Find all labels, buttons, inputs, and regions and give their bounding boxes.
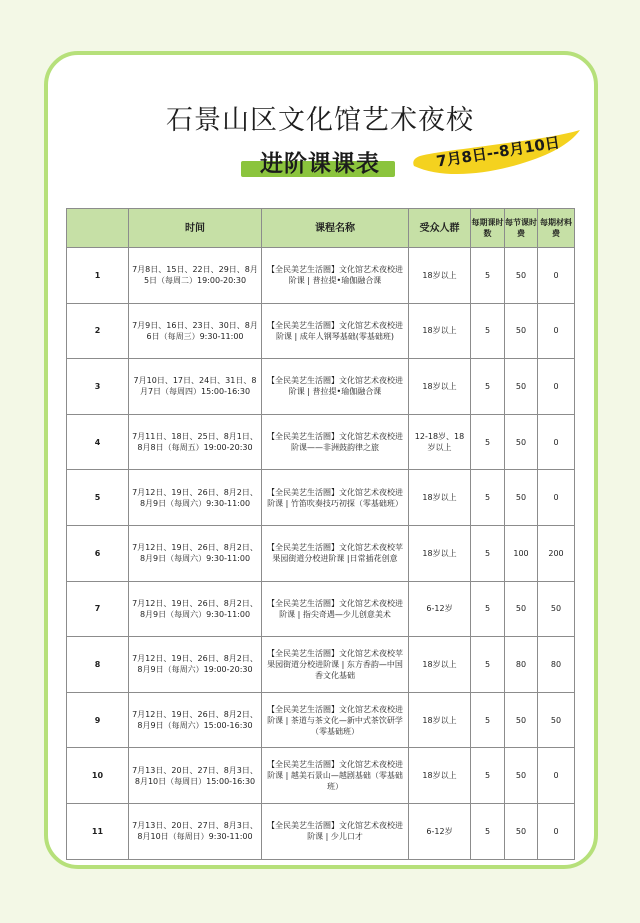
row-fee: 100 <box>505 525 538 581</box>
row-index: 4 <box>67 414 129 470</box>
row-course-name: 【全民美艺生活圈】文化馆艺术夜校进阶课 | 指尖奇遇—少儿创意美术 <box>262 581 409 637</box>
row-index: 8 <box>67 637 129 693</box>
row-sessions: 5 <box>471 803 505 859</box>
table-header-row <box>67 209 575 248</box>
row-fee: 50 <box>505 414 538 470</box>
subtitle-block <box>235 143 405 183</box>
col-header-course: 课程名称 <box>262 209 409 248</box>
row-audience: 6-12岁 <box>409 581 471 637</box>
row-sessions: 5 <box>471 637 505 693</box>
row-material-fee: 0 <box>538 470 575 526</box>
table-row <box>67 303 575 359</box>
row-index: 5 <box>67 470 129 526</box>
row-material-fee: 200 <box>538 525 575 581</box>
row-index: 11 <box>67 803 129 859</box>
row-sessions: 5 <box>471 525 505 581</box>
table-row <box>67 414 575 470</box>
row-material-fee: 0 <box>538 748 575 804</box>
table-row <box>67 359 575 415</box>
row-course-name: 【全民美艺生活圈】文化馆艺术夜校进阶课 | 少儿口才 <box>262 803 409 859</box>
row-fee: 50 <box>505 581 538 637</box>
row-time: 7月13日、20日、27日、8月3日、8月10日（每周日）9:30-11:00 <box>129 803 262 859</box>
col-header-index <box>67 209 129 248</box>
row-fee: 50 <box>505 803 538 859</box>
row-sessions: 5 <box>471 248 505 304</box>
row-course-name: 【全民美艺生活圈】文化馆艺术夜校进阶课——非洲鼓韵律之旅 <box>262 414 409 470</box>
table-row <box>67 248 575 304</box>
row-sessions: 5 <box>471 414 505 470</box>
row-course-name: 【全民美艺生活圈】文化馆艺术夜校苹果园街道分校进阶课 | 东方香韵—中国香文化基础 <box>262 637 409 693</box>
row-time: 7月8日、15日、22日、29日、8月5日（每周二）19:00-20:30 <box>129 248 262 304</box>
row-index: 6 <box>67 525 129 581</box>
row-audience: 18岁以上 <box>409 692 471 748</box>
row-index: 2 <box>67 303 129 359</box>
row-index: 3 <box>67 359 129 415</box>
col-header-sessions: 每期课时数 <box>471 209 505 248</box>
row-material-fee: 80 <box>538 637 575 693</box>
row-material-fee: 0 <box>538 359 575 415</box>
row-material-fee: 0 <box>538 803 575 859</box>
date-range-badge <box>410 126 582 182</box>
page-title: 石景山区文化馆艺术夜校 <box>166 105 474 136</box>
col-header-time: 时间 <box>129 209 262 248</box>
row-audience: 18岁以上 <box>409 748 471 804</box>
table-row <box>67 637 575 693</box>
row-fee: 50 <box>505 303 538 359</box>
row-material-fee: 50 <box>538 581 575 637</box>
row-audience: 12-18岁、18岁以上 <box>409 414 471 470</box>
table-row <box>67 803 575 859</box>
row-course-name: 【全民美艺生活圈】文化馆艺术夜校进阶课 | 成年人钢琴基础(零基础班) <box>262 303 409 359</box>
row-fee: 80 <box>505 637 538 693</box>
row-audience: 18岁以上 <box>409 248 471 304</box>
row-fee: 50 <box>505 692 538 748</box>
page-subtitle: 进阶课课表 <box>260 151 380 177</box>
col-header-audience: 受众人群 <box>409 209 471 248</box>
row-course-name: 【全民美艺生活圈】文化馆艺术夜校进阶课 | 竹笛吹奏技巧初探（零基础班） <box>262 470 409 526</box>
row-sessions: 5 <box>471 303 505 359</box>
row-sessions: 5 <box>471 692 505 748</box>
row-audience: 18岁以上 <box>409 637 471 693</box>
row-fee: 50 <box>505 748 538 804</box>
row-sessions: 5 <box>471 748 505 804</box>
table-row <box>67 748 575 804</box>
row-fee: 50 <box>505 248 538 304</box>
row-index: 10 <box>67 748 129 804</box>
row-index: 1 <box>67 248 129 304</box>
table-row <box>67 581 575 637</box>
row-material-fee: 0 <box>538 414 575 470</box>
row-material-fee: 50 <box>538 692 575 748</box>
schedule-table <box>66 208 575 860</box>
table-row <box>67 692 575 748</box>
table-row <box>67 470 575 526</box>
row-material-fee: 0 <box>538 248 575 304</box>
row-fee: 50 <box>505 359 538 415</box>
row-time: 7月12日、19日、26日、8月2日、8月9日（每周六）9:30-11:00 <box>129 581 262 637</box>
row-audience: 18岁以上 <box>409 525 471 581</box>
row-time: 7月10日、17日、24日、31日、8月7日（每周四）15:00-16:30 <box>129 359 262 415</box>
row-time: 7月12日、19日、26日、8月2日、8月9日（每周六）9:30-11:00 <box>129 525 262 581</box>
row-audience: 18岁以上 <box>409 359 471 415</box>
table-row <box>67 525 575 581</box>
row-time: 7月11日、18日、25日、8月1日、8月8日（每周五）19:00-20:30 <box>129 414 262 470</box>
row-fee: 50 <box>505 470 538 526</box>
col-header-fee: 每节课时费 <box>505 209 538 248</box>
date-range-text: 7月8日--8月10日 <box>435 133 562 171</box>
row-material-fee: 0 <box>538 303 575 359</box>
col-header-material: 每期材料费 <box>538 209 575 248</box>
row-time: 7月12日、19日、26日、8月2日、8月9日（每周六）9:30-11:00 <box>129 470 262 526</box>
row-time: 7月13日、20日、27日、8月3日、8月10日（每周日）15:00-16:30 <box>129 748 262 804</box>
row-time: 7月9日、16日、23日、30日、8月6日（每周三）9:30-11:00 <box>129 303 262 359</box>
row-audience: 18岁以上 <box>409 303 471 359</box>
row-course-name: 【全民美艺生活圈】文化馆艺术夜校进阶课 | 越美石景山—越剧基础（零基础班） <box>262 748 409 804</box>
row-sessions: 5 <box>471 581 505 637</box>
row-sessions: 5 <box>471 470 505 526</box>
row-sessions: 5 <box>471 359 505 415</box>
row-course-name: 【全民美艺生活圈】文化馆艺术夜校进阶课 | 茶道与茶文化—新中式茶饮研学（零基础班） <box>262 692 409 748</box>
row-index: 7 <box>67 581 129 637</box>
row-audience: 18岁以上 <box>409 470 471 526</box>
row-course-name: 【全民美艺生活圈】文化馆艺术夜校进阶课 | 普拉提•瑜伽融合课 <box>262 359 409 415</box>
row-time: 7月12日、19日、26日、8月2日、8月9日（每周六）15:00-16:30 <box>129 692 262 748</box>
row-audience: 6-12岁 <box>409 803 471 859</box>
row-course-name: 【全民美艺生活圈】文化馆艺术夜校进阶课 | 普拉提•瑜伽融合课 <box>262 248 409 304</box>
row-time: 7月12日、19日、26日、8月2日、8月9日（每周六）19:00-20:30 <box>129 637 262 693</box>
row-index: 9 <box>67 692 129 748</box>
row-course-name: 【全民美艺生活圈】文化馆艺术夜校苹果园街道分校进阶课 |日常插花创意 <box>262 525 409 581</box>
